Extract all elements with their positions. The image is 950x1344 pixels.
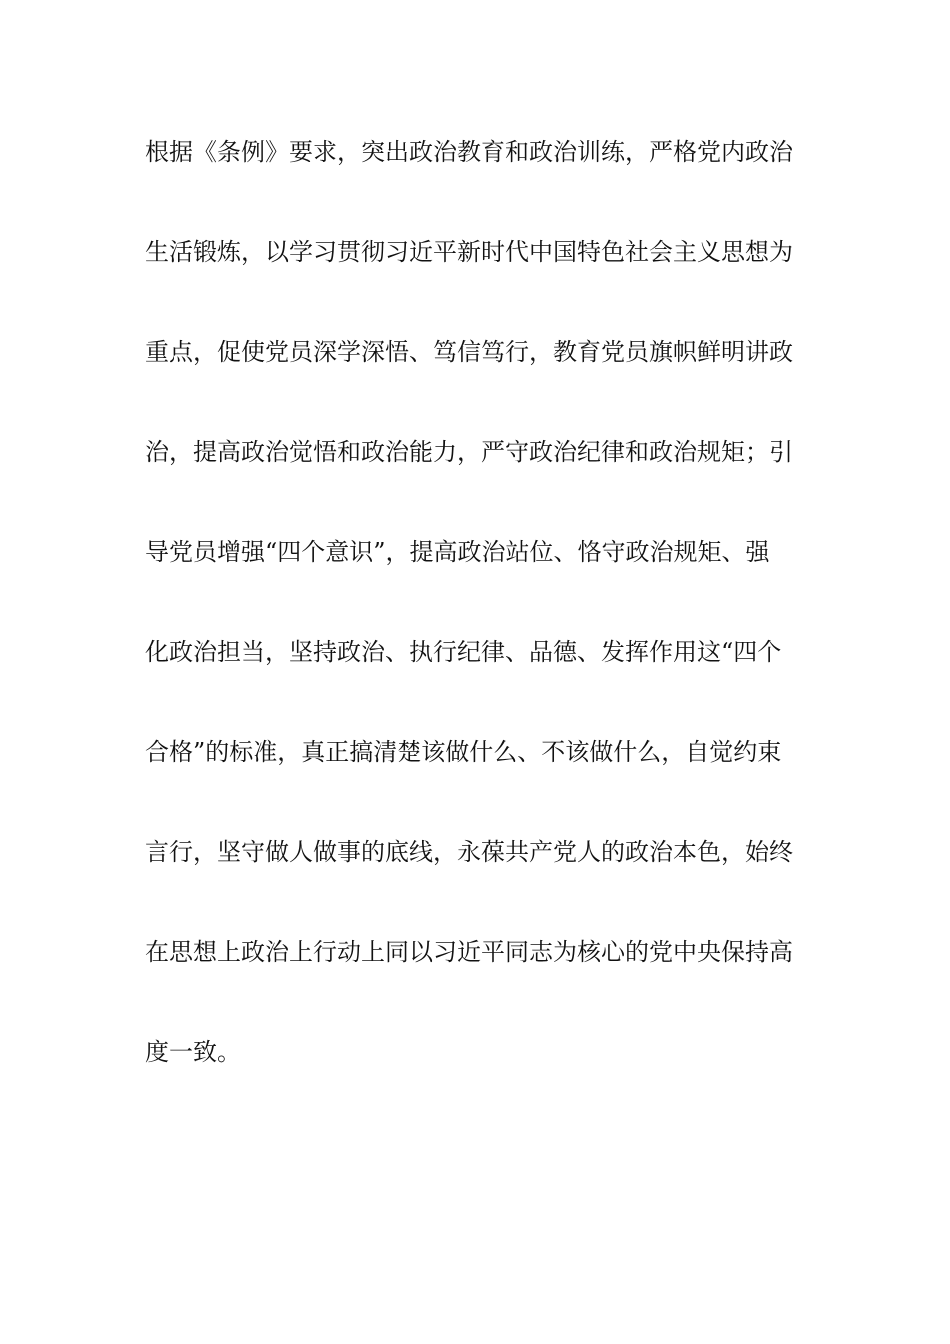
paragraph-line: 重点，促使党员深学深悟、笃信笃行，教育党员旗帜鲜明讲政 <box>145 338 793 366</box>
body-paragraph <box>145 128 805 1128</box>
paragraph-line: 合格”的标准，真正搞清楚该做什么、不该做什么，自觉约束 <box>145 738 782 766</box>
paragraph-line: 导党员增强“四个意识”，提高政治站位、恪守政治规矩、强 <box>145 538 770 566</box>
paragraph-line: 化政治担当，坚持政治、执行纪律、品德、发挥作用这“四个 <box>145 638 782 666</box>
paragraph-line: 生活锻炼，以学习贯彻习近平新时代中国特色社会主义思想为 <box>145 238 793 266</box>
paragraph-line: 治，提高政治觉悟和政治能力，严守政治纪律和政治规矩；引 <box>145 438 793 466</box>
paragraph-line: 在思想上政治上行动上同以习近平同志为核心的党中央保持高 <box>145 938 793 966</box>
paragraph-line: 言行，坚守做人做事的底线，永葆共产党人的政治本色，始终 <box>145 838 793 866</box>
paragraph-line: 度一致。 <box>145 1038 241 1066</box>
paragraph-line: 根据《条例》要求，突出政治教育和政治训练，严格党内政治 <box>145 138 793 166</box>
